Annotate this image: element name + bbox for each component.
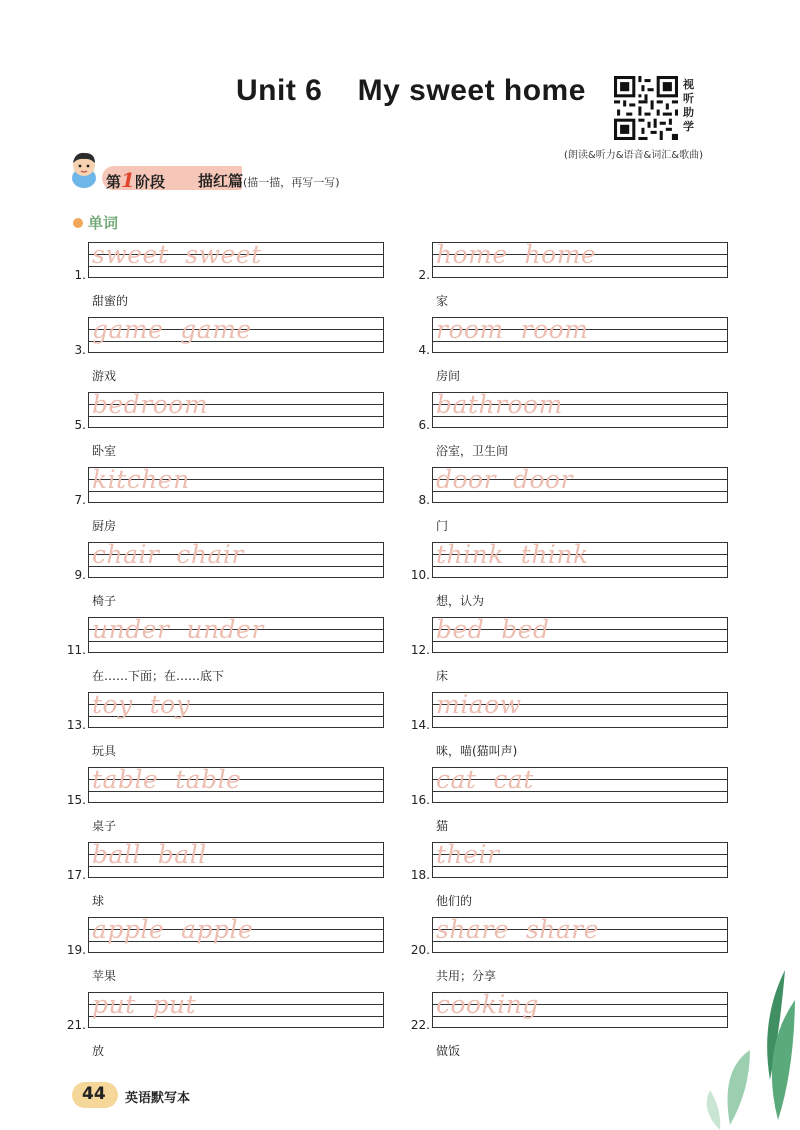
word-entry [62, 842, 362, 910]
entry-number: 19. [66, 943, 86, 957]
entry-number: 6. [418, 418, 430, 432]
writing-lines[interactable] [88, 767, 384, 803]
word-meaning: 咪，喵(猫叫声) [436, 744, 518, 758]
writing-lines[interactable] [432, 392, 728, 428]
writing-lines[interactable] [432, 767, 728, 803]
word-meaning: 共用；分享 [436, 969, 497, 983]
trace-word: bed bed [436, 615, 550, 644]
word-meaning: 苹果 [92, 969, 117, 983]
word-meaning: 游戏 [92, 369, 117, 383]
page-number: 44 [82, 1084, 106, 1104]
entry-number: 3. [74, 343, 86, 357]
word-entry [406, 467, 706, 535]
writing-lines[interactable] [432, 242, 728, 278]
word-entry [406, 692, 706, 760]
word-entry [406, 617, 706, 685]
qr-caption: 视 听 助 学 [683, 78, 694, 133]
entry-number: 17. [66, 868, 86, 882]
entry-number: 20. [410, 943, 430, 957]
entry-number: 13. [66, 718, 86, 732]
entry-number: 15. [66, 793, 86, 807]
word-meaning: 玩具 [92, 744, 117, 758]
word-meaning: 椅子 [92, 594, 117, 608]
boy-icon [62, 148, 106, 192]
trace-word: game game [92, 315, 252, 344]
word-meaning: 床 [436, 669, 449, 683]
word-entry [406, 542, 706, 610]
trace-word: door door [436, 465, 574, 494]
entry-number: 18. [410, 868, 430, 882]
entry-number: 4. [418, 343, 430, 357]
writing-lines[interactable] [88, 317, 384, 353]
word-entry [62, 692, 362, 760]
writing-lines[interactable] [88, 692, 384, 728]
word-entry [62, 992, 362, 1060]
word-meaning: 卧室 [92, 444, 117, 458]
trace-word: home home [436, 240, 597, 269]
writing-lines[interactable] [88, 542, 384, 578]
trace-word: room room [436, 315, 589, 344]
word-entry [406, 917, 706, 985]
writing-lines[interactable] [88, 392, 384, 428]
trace-word: kitchen [92, 465, 190, 494]
trace-word: think think [436, 540, 589, 569]
stage-banner [62, 148, 392, 192]
leaf-decoration [690, 960, 800, 1130]
writing-lines[interactable] [88, 842, 384, 878]
trace-word: under under [92, 615, 264, 644]
word-meaning: 家 [436, 294, 449, 308]
word-entry [406, 842, 706, 910]
entry-number: 11. [66, 643, 86, 657]
trace-word: put put [92, 990, 197, 1019]
word-meaning: 做饭 [436, 1044, 461, 1058]
section-heading: 单词 [73, 212, 118, 233]
word-meaning: 他们的 [436, 894, 473, 908]
writing-lines[interactable] [88, 242, 384, 278]
word-entry [406, 392, 706, 460]
writing-lines[interactable] [88, 917, 384, 953]
qr-code[interactable] [614, 76, 678, 140]
writing-lines[interactable] [432, 917, 728, 953]
trace-word: share share [436, 915, 600, 944]
trace-word: cooking [436, 990, 539, 1019]
word-meaning: 厨房 [92, 519, 117, 533]
entry-number: 10. [410, 568, 430, 582]
word-entry [62, 317, 362, 385]
word-meaning: 猫 [436, 819, 449, 833]
word-meaning: 想，认为 [436, 594, 485, 608]
stage-title: 描红篇(描一描，再写一写) [198, 172, 340, 190]
trace-word: toy toy [92, 690, 191, 719]
writing-lines[interactable] [432, 542, 728, 578]
qr-note: (朗读&听力&语音&词汇&歌曲) [564, 150, 703, 161]
word-meaning: 桌子 [92, 819, 117, 833]
entry-number: 5. [74, 418, 86, 432]
writing-lines[interactable] [88, 992, 384, 1028]
entry-number: 12. [410, 643, 430, 657]
word-meaning: 房间 [436, 369, 461, 383]
trace-word: bathroom [436, 390, 563, 419]
writing-lines[interactable] [432, 992, 728, 1028]
entry-number: 2. [418, 268, 430, 282]
word-entry [406, 317, 706, 385]
entry-number: 21. [66, 1018, 86, 1032]
entry-number: 7. [74, 493, 86, 507]
writing-lines[interactable] [432, 467, 728, 503]
word-entry [62, 617, 362, 685]
trace-word: their [436, 840, 500, 869]
word-meaning: 甜蜜的 [92, 294, 129, 308]
word-meaning: 门 [436, 519, 449, 533]
trace-word: cat cat [436, 765, 534, 794]
word-entry [406, 242, 706, 310]
book-title: 英语默写本 [125, 1091, 191, 1106]
writing-lines[interactable] [88, 617, 384, 653]
word-entry [406, 767, 706, 835]
word-meaning: 浴室，卫生间 [436, 444, 509, 458]
entry-number: 14. [410, 718, 430, 732]
word-meaning: 在……下面；在……底下 [92, 669, 225, 683]
word-entry [62, 467, 362, 535]
entry-number: 22. [410, 1018, 430, 1032]
stage-label: 第1阶段 [106, 168, 165, 192]
word-entry [62, 917, 362, 985]
word-entry [62, 392, 362, 460]
word-entry [406, 992, 706, 1060]
trace-word: ball ball [92, 840, 207, 869]
word-entry [62, 242, 362, 310]
page-title: Unit 6 My sweet home [236, 74, 586, 107]
word-meaning: 球 [92, 894, 105, 908]
entry-number: 1. [74, 268, 86, 282]
writing-lines[interactable] [432, 692, 728, 728]
word-meaning: 放 [92, 1044, 105, 1058]
trace-word: sweet sweet [92, 240, 262, 269]
trace-word: table table [92, 765, 242, 794]
entry-number: 9. [74, 568, 86, 582]
writing-lines[interactable] [88, 467, 384, 503]
entry-number: 8. [418, 493, 430, 507]
entry-number: 16. [410, 793, 430, 807]
trace-word: apple apple [92, 915, 254, 944]
trace-word: miaow [436, 690, 522, 719]
trace-word: chair chair [92, 540, 244, 569]
writing-lines[interactable] [432, 317, 728, 353]
trace-word: bedroom [92, 390, 209, 419]
writing-lines[interactable] [432, 842, 728, 878]
writing-lines[interactable] [432, 617, 728, 653]
word-entry [62, 767, 362, 835]
word-entry [62, 542, 362, 610]
